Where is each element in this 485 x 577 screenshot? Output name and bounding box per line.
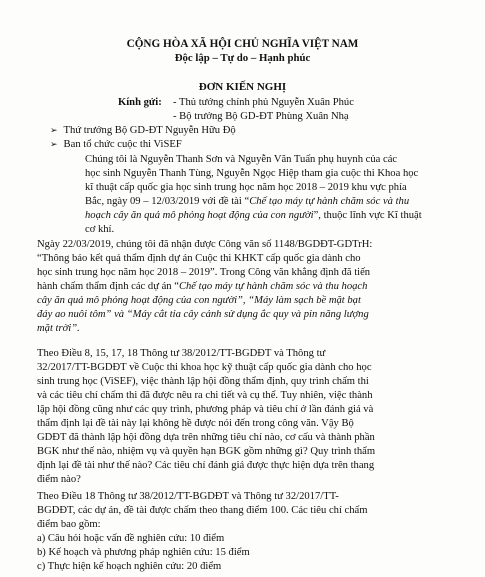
para3-line-7: GDĐT đã thành lập hội đồng dựa trên những tiêu chí nào, cơ cấu và thành phần	[37, 432, 375, 443]
para1-line-2: học sinh Nguyễn Thanh Tùng, Nguyễn Ngọc Hiệp tham gia cuộc thi Khoa học	[85, 168, 419, 179]
para3-line-6: thẩm định lại đề tài này lại không hề được nói đến trong công văn. Vậy Bộ	[37, 418, 354, 429]
criterion-a: a) Câu hỏi hoặc vấn đề nghiên cứu: 10 điểm	[37, 533, 225, 544]
document-title: ĐƠN KIẾN NGHỊ	[198, 81, 287, 93]
para1-line-4: Bắc, ngày 09 – 12/03/2019 với đề tài “Chế tạo máy tự hành chăm sóc và thu	[85, 196, 410, 207]
para2-line-7: mặt trời”.	[37, 323, 80, 334]
criterion-b: b) Kế hoạch và phương pháp nghiên cứu: 15 điểm	[37, 547, 250, 558]
para1-line-1: Chúng tôi là Nguyễn Thanh Sơn và Nguyễn Văn Tuấn phụ huynh của các	[85, 154, 398, 165]
recipient-2: - Bộ trưởng Bộ GD-ĐT Phùng Xuân Nhạ	[173, 111, 349, 122]
criterion-c: c) Thực hiện kế hoạch nghiên cứu: 20 điểm	[37, 561, 222, 572]
recipient-1: - Thủ tướng chính phủ Nguyễn Xuân Phúc	[173, 97, 354, 108]
para1-line-6: cơ khí.	[85, 224, 115, 235]
national-title: CỘNG HÒA XÃ HỘI CHỦ NGHĨA VIỆT NAM	[126, 38, 359, 50]
para3-line-9: định lại đề tài như thế nào? Các tiêu chí đánh giá được thực hiện dựa trên thang	[37, 460, 375, 471]
recipient-3: ➢ Thứ trưởng Bộ GD-ĐT Nguyễn Hữu Độ	[50, 124, 236, 137]
para2-line-2: “Thông báo kết quả thẩm định dự án Cuộc thi KHKT cấp quốc gia dành cho	[37, 253, 361, 264]
para4-line-3: điểm bao gồm:	[37, 519, 101, 530]
para2-line-4: hành chấm thẩm định các dự án “Chế tạo máy tự hành chăm sóc và thu hoạch	[37, 281, 368, 292]
para2-line-1: Ngày 22/03/2019, chúng tôi đã nhận được Công văn số 1148/BGDĐT-GDTrH:	[37, 239, 373, 250]
recipient-4: ➢ Ban tổ chức cuộc thi ViSEF	[50, 138, 182, 151]
para2-line-5: cây ăn quả mô phỏng hoạt động của con người”, “Máy làm sạch bề mặt bạt	[37, 295, 361, 306]
para1-line-5: hoạch cây ăn quả mô phỏng hoạt động của con người”, thuộc lĩnh vực Kĩ thuật	[85, 210, 422, 221]
para1-line-3: kĩ thuật cấp quốc gia học sinh trung học năm học 2018 – 2019 khu vực phía	[85, 182, 407, 193]
para4-line-1: Theo Điều 18 Thông tư 38/2012/TT-BGDĐT và Thông tư 32/2017/TT-	[37, 491, 339, 502]
para4-line-2: BGDĐT, các dự án, đề tài được chấm theo thang điểm 100. Các tiêu chí chấm	[37, 505, 368, 516]
para2-line-3: học sinh trung học năm học 2018 – 2019”. Trong Công văn khẳng định đã tiến	[37, 267, 371, 278]
para3-line-1: Theo Điều 8, 15, 17, 18 Thông tư 38/2012/TT-BGDĐT và Thông tư	[37, 348, 326, 359]
para2-line-6: đáy ao nuôi tôm” và “Máy cắt tỉa cây cảnh sử dụng ắc quy và pin năng lượng	[37, 309, 369, 320]
para3-line-4: và các tiêu chí chấm thi đã được nêu ra chi tiết và cụ thể. Tuy nhiên, việc thành	[37, 390, 373, 401]
para3-line-10: điểm nào?	[37, 474, 81, 485]
para3-line-8: BGK như thế nào, nhiệm vụ và quyền hạn BGK gồm những gì? Quy trình thẩm	[37, 446, 376, 457]
para3-line-3: sinh trung học (ViSEF), việc thành lập hội đồng thẩm định, quy trình chấm thi	[37, 376, 369, 387]
recipients-lead: Kính gửi:	[118, 97, 162, 108]
national-motto: Độc lập – Tự do – Hạnh phúc	[174, 52, 311, 64]
para3-line-5: lập hội đồng cũng như các quy trình, phương pháp và tiêu chí ở lần đánh giá và	[37, 404, 374, 415]
para3-line-2: 32/2017/TT-BGDĐT về Cuộc thi khoa học kỹ thuật cấp quốc gia dành cho học	[37, 362, 372, 373]
